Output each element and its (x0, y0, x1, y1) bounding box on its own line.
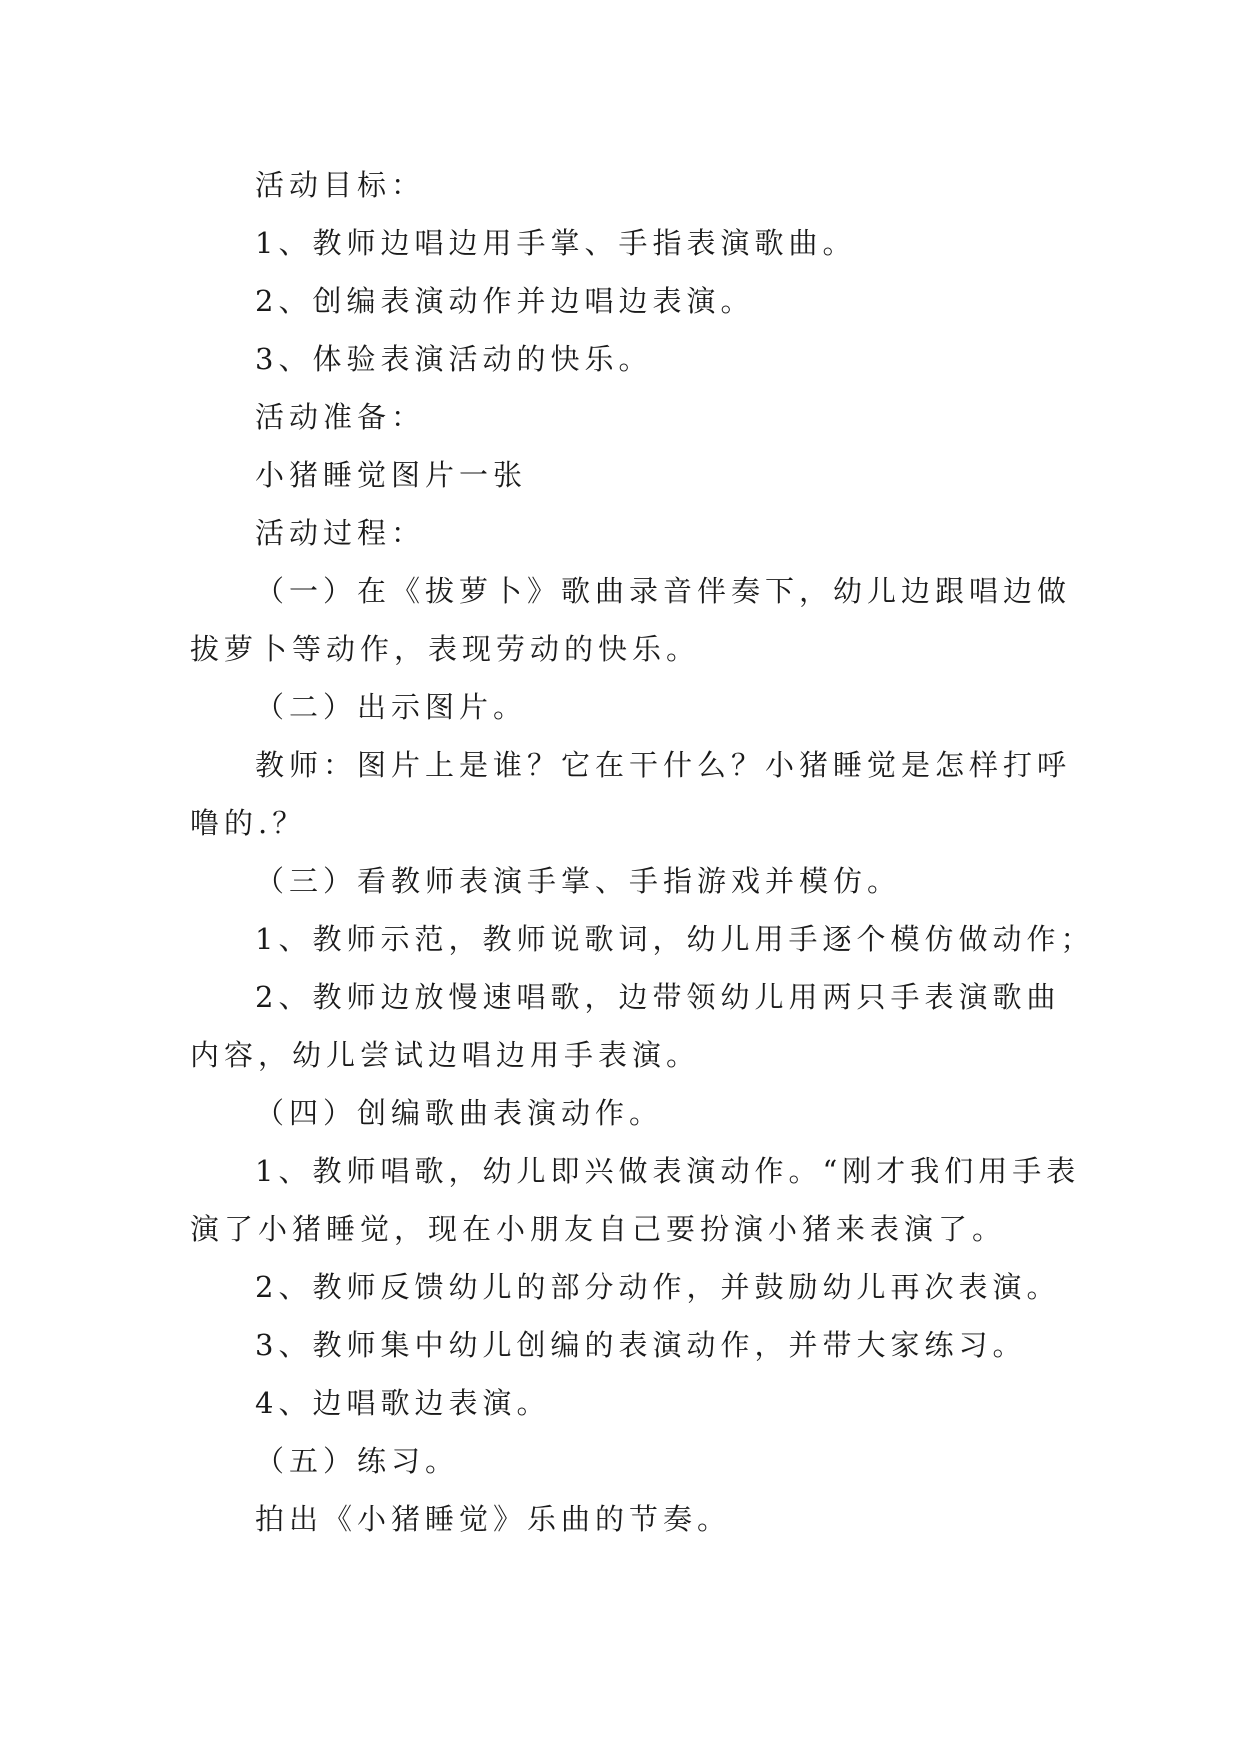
paragraph-line: 2、创编表演动作并边唱边表演。 (255, 284, 755, 318)
paragraph-line: 演了小猪睡觉，现在小朋友自己要扮演小猪来表演了。 (190, 1212, 1007, 1246)
paragraph-line: 4、边唱歌边表演。 (255, 1386, 551, 1420)
paragraph-line: 1、教师示范，教师说歌词，幼儿用手逐个模仿做动作； (255, 922, 1095, 956)
paragraph-line: 3、教师集中幼儿创编的表演动作，并带大家练习。 (255, 1328, 1027, 1362)
paragraph-line: （五）练习。 (255, 1444, 460, 1478)
paragraph-line: 拔萝卜等动作，表现劳动的快乐。 (190, 632, 701, 666)
heading-activity-process: 活动过程： (255, 516, 426, 550)
paragraph-line: 1、教师唱歌，幼儿即兴做表演动作。“刚才我们用手表 (255, 1154, 1081, 1188)
paragraph-line: （三）看教师表演手掌、手指游戏并模仿。 (255, 864, 902, 898)
paragraph-line: 1、教师边唱边用手掌、手指表演歌曲。 (255, 226, 857, 260)
heading-activity-goals: 活动目标： (255, 168, 426, 202)
paragraph-line: （四）创编歌曲表演动作。 (255, 1096, 664, 1130)
paragraph-line: （二）出示图片。 (255, 690, 528, 724)
paragraph-line: 2、教师反馈幼儿的部分动作，并鼓励幼儿再次表演。 (255, 1270, 1061, 1304)
paragraph-line: 3、体验表演活动的快乐。 (255, 342, 653, 376)
paragraph-line: 小猪睡觉图片一张 (255, 458, 528, 492)
paragraph-line: 2、教师边放慢速唱歌，边带领幼儿用两只手表演歌曲 (255, 980, 1061, 1014)
paragraph-line: 噜的.？ (190, 806, 307, 840)
paragraph-line: 内容，幼儿尝试边唱边用手表演。 (190, 1038, 701, 1072)
paragraph-line: 拍出《小猪睡觉》乐曲的节奏。 (255, 1502, 732, 1536)
paragraph-line: （一）在《拔萝卜》歌曲录音伴奏下，幼儿边跟唱边做 (255, 574, 1072, 608)
heading-activity-preparation: 活动准备： (255, 400, 426, 434)
paragraph-line: 教师：图片上是谁？它在干什么？小猪睡觉是怎样打呼 (255, 748, 1072, 782)
